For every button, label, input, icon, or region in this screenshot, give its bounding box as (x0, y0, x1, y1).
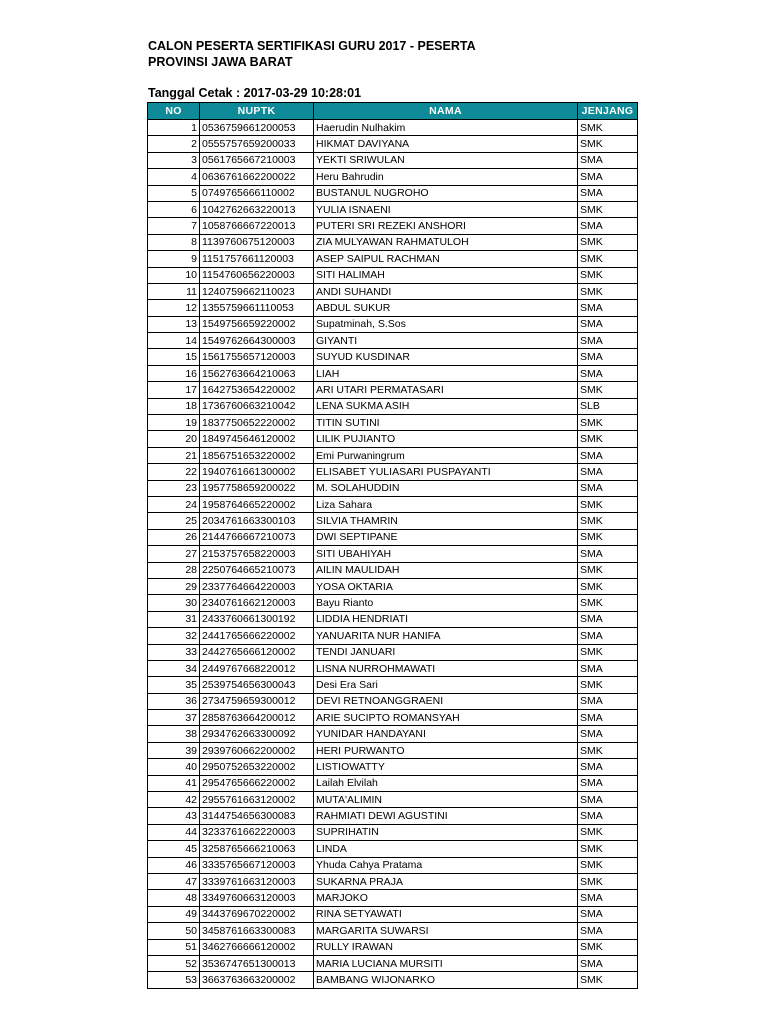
table-row (148, 529, 638, 545)
cell-no: 5 (148, 185, 200, 201)
cell-nama: HIKMAT DAVIYANA (314, 136, 578, 152)
cell-nama: AILIN MAULIDAH (314, 562, 578, 578)
cell-nuptk: 1151757661120003 (200, 251, 314, 267)
cell-jenjang: SMA (578, 710, 638, 726)
cell-no: 9 (148, 251, 200, 267)
cell-jenjang: SMA (578, 546, 638, 562)
table-row (148, 185, 638, 201)
document-title: CALON PESERTA SERTIFIKASI GURU 2017 - PESERTA (148, 39, 476, 53)
table-row (148, 169, 638, 185)
cell-nuptk: 3233761662220003 (200, 824, 314, 840)
cell-jenjang: SMA (578, 611, 638, 627)
cell-no: 22 (148, 464, 200, 480)
cell-no: 27 (148, 546, 200, 562)
cell-nuptk: 1957758659200022 (200, 480, 314, 496)
cell-jenjang: SMK (578, 431, 638, 447)
cell-jenjang: SMK (578, 857, 638, 873)
cell-nama: Haerudin Nulhakim (314, 120, 578, 136)
cell-nama: Heru Bahrudin (314, 169, 578, 185)
table-row (148, 546, 638, 562)
cell-jenjang: SMA (578, 365, 638, 381)
table-row (148, 496, 638, 512)
cell-nuptk: 1139760675120003 (200, 234, 314, 250)
cell-nuptk: 2442765666120002 (200, 644, 314, 660)
cell-nuptk: 1058766667220013 (200, 218, 314, 234)
cell-jenjang: SMK (578, 595, 638, 611)
cell-jenjang: SMA (578, 169, 638, 185)
cell-nama: TITIN SUTINI (314, 415, 578, 431)
cell-jenjang: SMK (578, 136, 638, 152)
cell-nama: LILIK PUJIANTO (314, 431, 578, 447)
cell-nama: SUYUD KUSDINAR (314, 349, 578, 365)
cell-jenjang: SMK (578, 251, 638, 267)
cell-no: 39 (148, 742, 200, 758)
table-row (148, 873, 638, 889)
cell-nuptk: 1940761661300002 (200, 464, 314, 480)
print-date-text: Tanggal Cetak : 2017-03-29 10:28:01 (148, 86, 362, 100)
cell-nuptk: 2441765666220002 (200, 628, 314, 644)
cell-nama: MARIA LUCIANA MURSITI (314, 955, 578, 971)
cell-nama: LENA SUKMA ASIH (314, 398, 578, 414)
cell-no: 14 (148, 333, 200, 349)
cell-nuptk: 3258765666210063 (200, 841, 314, 857)
cell-nuptk: 1736760663210042 (200, 398, 314, 414)
cell-nama: LIDDIA HENDRIATI (314, 611, 578, 627)
cell-no: 46 (148, 857, 200, 873)
table-row (148, 120, 638, 136)
cell-nama: Bayu Rianto (314, 595, 578, 611)
cell-nuptk: 2539754656300043 (200, 677, 314, 693)
cell-nama: M. SOLAHUDDIN (314, 480, 578, 496)
table-row (148, 300, 638, 316)
cell-jenjang: SMA (578, 660, 638, 676)
cell-nama: Yhuda Cahya Pratama (314, 857, 578, 873)
table-row (148, 890, 638, 906)
cell-nuptk: 3536747651300013 (200, 955, 314, 971)
cell-nama: DEVI RETNOANGGRAENI (314, 693, 578, 709)
cell-nama: RINA SETYAWATI (314, 906, 578, 922)
cell-nama: ZIA MULYAWAN RAHMATULOH (314, 234, 578, 250)
cell-nuptk: 3458761663300083 (200, 923, 314, 939)
cell-nuptk: 2858763664200012 (200, 710, 314, 726)
table-row (148, 464, 638, 480)
table-row (148, 808, 638, 824)
cell-no: 38 (148, 726, 200, 742)
table-row (148, 677, 638, 693)
cell-jenjang: SMA (578, 464, 638, 480)
cell-no: 20 (148, 431, 200, 447)
cell-no: 50 (148, 923, 200, 939)
cell-nuptk: 2934762663300092 (200, 726, 314, 742)
cell-nama: MARGARITA SUWARSI (314, 923, 578, 939)
cell-nuptk: 3335765667120003 (200, 857, 314, 873)
cell-nuptk: 1042762663220013 (200, 201, 314, 217)
cell-jenjang: SMK (578, 562, 638, 578)
cell-jenjang: SMK (578, 415, 638, 431)
cell-jenjang: SMA (578, 792, 638, 808)
cell-no: 1 (148, 120, 200, 136)
cell-no: 41 (148, 775, 200, 791)
cell-no: 36 (148, 693, 200, 709)
cell-jenjang: SMA (578, 955, 638, 971)
table-row (148, 431, 638, 447)
table-header-row (148, 103, 638, 120)
table-row (148, 775, 638, 791)
cell-nama: LINDA (314, 841, 578, 857)
cell-jenjang: SMA (578, 726, 638, 742)
cell-jenjang: SMA (578, 808, 638, 824)
table-row (148, 578, 638, 594)
cell-no: 32 (148, 628, 200, 644)
participants-table (147, 102, 638, 989)
cell-nama: ARI UTARI PERMATASARI (314, 382, 578, 398)
cell-nama: SITI UBAHIYAH (314, 546, 578, 562)
cell-jenjang: SMA (578, 480, 638, 496)
cell-nuptk: 2433760661300192 (200, 611, 314, 627)
cell-jenjang: SMK (578, 644, 638, 660)
cell-nama: YOSA OKTARIA (314, 578, 578, 594)
cell-jenjang: SMK (578, 578, 638, 594)
table-row (148, 595, 638, 611)
table-row (148, 660, 638, 676)
cell-no: 8 (148, 234, 200, 250)
cell-no: 23 (148, 480, 200, 496)
cell-no: 6 (148, 201, 200, 217)
cell-jenjang: SMK (578, 496, 638, 512)
cell-jenjang: SMK (578, 120, 638, 136)
cell-jenjang: SMA (578, 333, 638, 349)
cell-nuptk: 0555757659200033 (200, 136, 314, 152)
cell-nuptk: 3462766666120002 (200, 939, 314, 955)
table-row (148, 923, 638, 939)
cell-no: 3 (148, 152, 200, 168)
cell-nuptk: 2034761663300103 (200, 513, 314, 529)
table-row (148, 792, 638, 808)
cell-jenjang: SMK (578, 873, 638, 889)
cell-nama: LISNA NURROHMAWATI (314, 660, 578, 676)
cell-no: 47 (148, 873, 200, 889)
cell-jenjang: SMK (578, 824, 638, 840)
cell-no: 29 (148, 578, 200, 594)
cell-jenjang: SMA (578, 906, 638, 922)
table-row (148, 710, 638, 726)
cell-no: 31 (148, 611, 200, 627)
document-header (148, 38, 648, 70)
cell-no: 18 (148, 398, 200, 414)
table-row (148, 480, 638, 496)
cell-no: 15 (148, 349, 200, 365)
cell-nama: ELISABET YULIASARI PUSPAYANTI (314, 464, 578, 480)
cell-nama: ANDI SUHANDI (314, 283, 578, 299)
cell-nuptk: 0536759661200053 (200, 120, 314, 136)
cell-jenjang: SMK (578, 201, 638, 217)
cell-jenjang: SMA (578, 890, 638, 906)
document-subtitle: PROVINSI JAWA BARAT (148, 55, 293, 69)
cell-nama: YEKTI SRIWULAN (314, 152, 578, 168)
table-row (148, 382, 638, 398)
cell-jenjang: SMK (578, 513, 638, 529)
column-header-no: NO (148, 103, 200, 120)
cell-nuptk: 0636761662200022 (200, 169, 314, 185)
table-row (148, 644, 638, 660)
cell-jenjang: SMK (578, 677, 638, 693)
cell-no: 24 (148, 496, 200, 512)
cell-jenjang: SMK (578, 841, 638, 857)
cell-nuptk: 2955761663120002 (200, 792, 314, 808)
cell-nama: Supatminah, S.Sos (314, 316, 578, 332)
table-row (148, 939, 638, 955)
cell-jenjang: SMK (578, 529, 638, 545)
cell-nuptk: 2250764665210073 (200, 562, 314, 578)
table-row (148, 267, 638, 283)
cell-no: 28 (148, 562, 200, 578)
table-row (148, 316, 638, 332)
cell-nuptk: 1562763664210063 (200, 365, 314, 381)
cell-jenjang: SMA (578, 759, 638, 775)
table-row (148, 742, 638, 758)
cell-jenjang: SMK (578, 972, 638, 988)
table-row (148, 283, 638, 299)
table-row (148, 857, 638, 873)
cell-nuptk: 3443769670220002 (200, 906, 314, 922)
cell-nama: RULLY IRAWAN (314, 939, 578, 955)
cell-no: 19 (148, 415, 200, 431)
cell-nuptk: 3349760663120003 (200, 890, 314, 906)
cell-nama: YANUARITA NUR HANIFA (314, 628, 578, 644)
cell-no: 4 (148, 169, 200, 185)
cell-nama: ABDUL SUKUR (314, 300, 578, 316)
cell-nama: Desi Era Sari (314, 677, 578, 693)
cell-jenjang: SMK (578, 382, 638, 398)
table-row (148, 955, 638, 971)
cell-nama: Lailah Elvilah (314, 775, 578, 791)
cell-nuptk: 1856751653220002 (200, 447, 314, 463)
column-header-jenjang: JENJANG (578, 103, 638, 120)
cell-nama: ASEP SAIPUL RACHMAN (314, 251, 578, 267)
cell-no: 7 (148, 218, 200, 234)
cell-nuptk: 2337764664220003 (200, 578, 314, 594)
cell-nama: SUPRIHATIN (314, 824, 578, 840)
cell-nama: YUNIDAR HANDAYANI (314, 726, 578, 742)
cell-nama: TENDI JANUARI (314, 644, 578, 660)
cell-nuptk: 1561755657120003 (200, 349, 314, 365)
table-row (148, 152, 638, 168)
cell-nama: SUKARNA PRAJA (314, 873, 578, 889)
cell-no: 10 (148, 267, 200, 283)
cell-jenjang: SMA (578, 218, 638, 234)
column-header-nama: NAMA (314, 103, 578, 120)
cell-no: 35 (148, 677, 200, 693)
cell-nama: SILVIA THAMRIN (314, 513, 578, 529)
cell-nuptk: 1642753654220002 (200, 382, 314, 398)
cell-no: 52 (148, 955, 200, 971)
cell-no: 44 (148, 824, 200, 840)
cell-no: 16 (148, 365, 200, 381)
table-row (148, 513, 638, 529)
cell-jenjang: SMA (578, 923, 638, 939)
cell-jenjang: SMA (578, 628, 638, 644)
cell-nama: PUTERI SRI REZEKI ANSHORI (314, 218, 578, 234)
cell-nuptk: 3339761663120003 (200, 873, 314, 889)
cell-nuptk: 3663763663200002 (200, 972, 314, 988)
cell-nama: LIAH (314, 365, 578, 381)
cell-no: 17 (148, 382, 200, 398)
cell-jenjang: SMA (578, 349, 638, 365)
cell-nama: GIYANTI (314, 333, 578, 349)
cell-nuptk: 0749765666110002 (200, 185, 314, 201)
cell-nama: RAHMIATI DEWI AGUSTINI (314, 808, 578, 824)
cell-no: 26 (148, 529, 200, 545)
table-row (148, 398, 638, 414)
cell-jenjang: SMK (578, 267, 638, 283)
table-row (148, 562, 638, 578)
cell-jenjang: SMA (578, 152, 638, 168)
cell-no: 37 (148, 710, 200, 726)
cell-nama: LISTIOWATTY (314, 759, 578, 775)
cell-nuptk: 2449767668220012 (200, 660, 314, 676)
cell-nuptk: 0561765667210003 (200, 152, 314, 168)
cell-nuptk: 2144766667210073 (200, 529, 314, 545)
table-row (148, 415, 638, 431)
cell-nama: BUSTANUL NUGROHO (314, 185, 578, 201)
cell-jenjang: SMA (578, 775, 638, 791)
table-row (148, 365, 638, 381)
cell-nuptk: 2939760662200002 (200, 742, 314, 758)
table-row (148, 218, 638, 234)
table-row (148, 333, 638, 349)
cell-jenjang: SMK (578, 742, 638, 758)
cell-no: 53 (148, 972, 200, 988)
cell-jenjang: SMK (578, 939, 638, 955)
cell-nuptk: 2340761662120003 (200, 595, 314, 611)
cell-no: 21 (148, 447, 200, 463)
cell-nuptk: 1849745646120002 (200, 431, 314, 447)
cell-nuptk: 2153757658220003 (200, 546, 314, 562)
cell-no: 49 (148, 906, 200, 922)
print-date (148, 86, 361, 100)
table-row (148, 349, 638, 365)
table-row (148, 611, 638, 627)
cell-nama: DWI SEPTIPANE (314, 529, 578, 545)
cell-no: 43 (148, 808, 200, 824)
cell-no: 34 (148, 660, 200, 676)
cell-nuptk: 3144754656300083 (200, 808, 314, 824)
table-row (148, 693, 638, 709)
cell-nuptk: 2950752653220002 (200, 759, 314, 775)
cell-nuptk: 1549756659220002 (200, 316, 314, 332)
cell-no: 13 (148, 316, 200, 332)
cell-jenjang: SMA (578, 316, 638, 332)
cell-jenjang: SMK (578, 234, 638, 250)
cell-no: 11 (148, 283, 200, 299)
cell-nuptk: 1837750652220002 (200, 415, 314, 431)
cell-no: 2 (148, 136, 200, 152)
cell-nuptk: 2954765666220002 (200, 775, 314, 791)
cell-no: 51 (148, 939, 200, 955)
cell-no: 42 (148, 792, 200, 808)
cell-no: 45 (148, 841, 200, 857)
cell-nama: BAMBANG WIJONARKO (314, 972, 578, 988)
cell-no: 33 (148, 644, 200, 660)
cell-jenjang: SMA (578, 447, 638, 463)
cell-nama: ARIE SUCIPTO ROMANSYAH (314, 710, 578, 726)
table-row (148, 972, 638, 988)
cell-nuptk: 2734759659300012 (200, 693, 314, 709)
cell-nama: Emi Purwaningrum (314, 447, 578, 463)
table-row (148, 824, 638, 840)
table-row (148, 251, 638, 267)
table-row (148, 628, 638, 644)
cell-jenjang: SLB (578, 398, 638, 414)
table-row (148, 201, 638, 217)
cell-no: 25 (148, 513, 200, 529)
cell-no: 48 (148, 890, 200, 906)
table-row (148, 841, 638, 857)
column-header-nuptk: NUPTK (200, 103, 314, 120)
cell-jenjang: SMA (578, 185, 638, 201)
cell-nuptk: 1355759661110053 (200, 300, 314, 316)
cell-jenjang: SMK (578, 283, 638, 299)
cell-nama: SITI HALIMAH (314, 267, 578, 283)
cell-no: 12 (148, 300, 200, 316)
cell-jenjang: SMA (578, 300, 638, 316)
cell-nama: Liza Sahara (314, 496, 578, 512)
cell-nama: HERI PURWANTO (314, 742, 578, 758)
cell-jenjang: SMA (578, 693, 638, 709)
table-row (148, 759, 638, 775)
cell-nuptk: 1240759662110023 (200, 283, 314, 299)
table-row (148, 447, 638, 463)
table-body (148, 120, 638, 989)
cell-nama: MARJOKO (314, 890, 578, 906)
table-row (148, 234, 638, 250)
cell-nama: YULIA ISNAENI (314, 201, 578, 217)
cell-no: 30 (148, 595, 200, 611)
table-row (148, 906, 638, 922)
cell-no: 40 (148, 759, 200, 775)
table-row (148, 726, 638, 742)
cell-nuptk: 1958764665220002 (200, 496, 314, 512)
table-row (148, 136, 638, 152)
cell-nuptk: 1549762664300003 (200, 333, 314, 349)
cell-nuptk: 1154760656220003 (200, 267, 314, 283)
cell-nama: MUTA'ALIMIN (314, 792, 578, 808)
